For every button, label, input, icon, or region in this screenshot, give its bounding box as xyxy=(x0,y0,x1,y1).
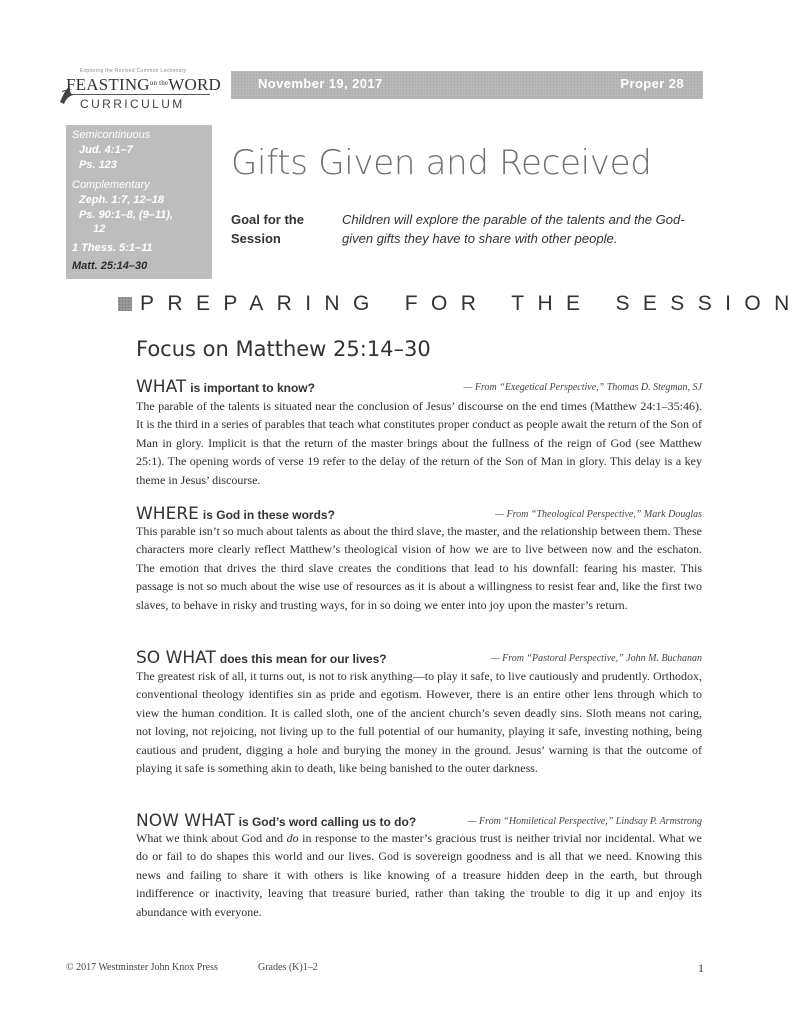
footer-copyright: © 2017 Westminster John Knox Press xyxy=(66,962,218,973)
logo-name-small: on the xyxy=(149,79,169,87)
question-cap: WHAT xyxy=(136,377,187,397)
logo-tagline: Exploring the Revised Common Lectionary xyxy=(80,68,187,74)
question-body: This parable isn’t so much about talents as about the third slave, the master, and the relationship between them. These characters more clearly reflect Matthew’s theological vision of how we are to live between now and the eschaton. The emotion that drives the third slave creates the conditions that lead to his downfall: fearing his master. This passage is not so much about the wise use of resources as it is about a willingness to resist fear and, like the first two slaves, to behave in risky and trusting ways, for in so doing we enter into joy upon the master’s return. xyxy=(136,524,702,612)
focus-heading: Focus on Matthew 25:14–30 xyxy=(136,337,431,361)
body-text: What we think about God and xyxy=(136,831,287,845)
epistle-ref: 1 Thess. 5:1–11 xyxy=(72,242,153,254)
lesson-title: Gifts Given and Received xyxy=(231,143,652,183)
scripture-sidebar xyxy=(66,125,212,279)
question-source: — From “Pastoral Perspective,” John M. Buchanan xyxy=(490,653,702,664)
question-source: — From “Theological Perspective,” Mark Douglas xyxy=(495,509,702,520)
heading-word: THE xyxy=(511,292,594,315)
scripture-ref: Ps. 123 xyxy=(79,159,117,171)
heading-word: SESSION xyxy=(615,292,803,315)
question-cap: SO WHAT xyxy=(136,648,216,668)
footer-grades: Grades (K)1–2 xyxy=(258,962,318,973)
heading-word: FOR xyxy=(404,292,490,315)
scripture-ref: Zeph. 1:7, 12–18 xyxy=(79,194,164,206)
question-heading-what xyxy=(136,377,702,399)
question-cap: WHERE xyxy=(136,504,199,524)
logo-name-right: WORD xyxy=(168,75,222,94)
logo-name-left: FEASTING xyxy=(66,75,150,94)
logo-subtitle: CURRICULUM xyxy=(80,97,185,111)
question-rest: is God in these words? xyxy=(202,508,335,522)
goal-text: Children will explore the parable of the talents and the God-given gifts they have to share with other people. xyxy=(342,212,685,246)
section-heading xyxy=(140,292,803,316)
question-cap: NOW WHAT xyxy=(136,811,235,831)
lesson-date: November 19, 2017 xyxy=(258,76,383,91)
lesson-proper: Proper 28 xyxy=(620,76,684,91)
question-rest: is God’s word calling us to do? xyxy=(238,815,417,829)
gospel-ref: Matt. 25:14–30 xyxy=(72,260,148,272)
scripture-ref: Ps. 90:1–8, (9–11), xyxy=(79,209,173,221)
complementary-label: Complementary xyxy=(72,179,150,191)
logo-wordmark xyxy=(66,75,221,95)
question-body xyxy=(136,829,702,921)
question-rest: does this mean for our lives? xyxy=(219,652,387,666)
question-source: — From “Homiletical Perspective,” Lindsay P. Armstrong xyxy=(467,816,702,827)
logo-divider xyxy=(72,94,210,95)
question-source: — From “Exegetical Perspective,” Thomas D. Stegman, SJ xyxy=(463,382,702,393)
question-body: The parable of the talents is situated near the conclusion of Jesus’ discourse on the end times (Matthew 24:1–35:46). It is the third in a series of parables that teach what constitutes proper conduct as people await the return of the Son of Man in glory. Implicit is that the return of the master brings about the fullness of the reign of God (see Matthew 25:1). The opening words of verse 19 refer to the delay of the return of the Son of Man in glory. This delay is a key theme in Jesus’ discourse. xyxy=(136,399,702,487)
heading-word: PREPARING xyxy=(140,292,383,315)
goal-label: Goal for the Session xyxy=(231,212,304,246)
question-rest: is important to know? xyxy=(190,381,315,395)
question-body: The greatest risk of all, it turns out, is not to risk anything—to play it safe, to live cautiously and prudently. Orthodox, conventional theology identifies sin as pride and egotism. However, there is an entire other lens through which to view the human condition. It is called sloth, one of the ancient church’s seven deadly sins. Sloth means not caring, not loving, not rejoicing, not living up to the full potential of our humanity, playing it safe, investing nothing, being cautious and prudent, digging a hole and burying the money in the ground. Jesus’ warning is that the outcome of playing it safe is something akin to death, like being banished to the outer darkness. xyxy=(136,669,702,776)
page-number: 1 xyxy=(698,961,704,975)
scripture-ref-cont: 12 xyxy=(93,223,106,235)
body-text: in response to the master’s gracious trust is neither trivial nor incidental. What we do or fail to do shapes this world and our lives. God is sovereign goodness and is all that we need. Knowing this news and failing to share it with others is like knowing of a treasure hidden deep in the earth, but through indifference or inactivity, leaving that treasure buried, rather than taking the trouble to dig it up and enjoy its abundance with everyone. xyxy=(136,831,702,919)
scripture-ref: Jud. 4:1–7 xyxy=(79,144,133,156)
body-emphasis: do xyxy=(286,831,299,845)
semicontinuous-label: Semicontinuous xyxy=(72,129,151,141)
section-bullet-square xyxy=(118,297,132,311)
